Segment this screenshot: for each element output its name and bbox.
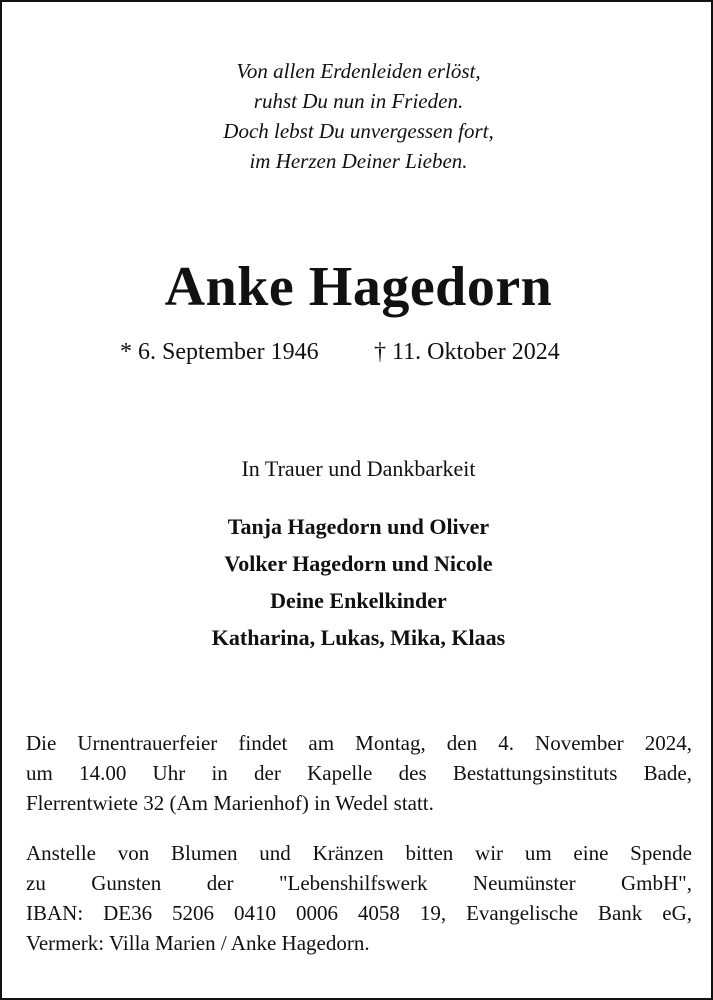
ceremony-notice xyxy=(26,728,692,818)
donation-line: IBAN: DE36 5206 0410 0006 4058 19, Evangelische Bank eG, xyxy=(26,901,692,925)
family-member: Deine Enkelkinder xyxy=(270,588,447,613)
ceremony-line: um 14.00 Uhr in der Kapelle des Bestattungsinstituts Bade, xyxy=(26,761,692,785)
death-date: † 11. Oktober 2024 xyxy=(374,339,560,365)
poem-line: Doch lebst Du unvergessen fort, xyxy=(223,119,494,143)
donation-notice xyxy=(26,838,692,958)
family-member: Katharina, Lukas, Mika, Klaas xyxy=(211,625,506,650)
deceased-name: Anke Hagedorn xyxy=(164,256,553,318)
poem-line: Von allen Erdenleiden erlöst, xyxy=(236,59,481,83)
family-member: Volker Hagedorn und Nicole xyxy=(224,551,493,576)
donation-line: Anstelle von Blumen und Kränzen bitten wir um eine Spende xyxy=(26,841,692,865)
ceremony-line: Flerrentwiete 32 (Am Marienhof) in Wedel statt. xyxy=(26,791,434,815)
poem-line: im Herzen Deiner Lieben. xyxy=(249,149,468,173)
ceremony-line: Die Urnentrauerfeier findet am Montag, den 4. November 2024, xyxy=(26,731,692,755)
donation-line: Vermerk: Villa Marien / Anke Hagedorn. xyxy=(26,931,370,955)
family-list xyxy=(2,508,713,656)
donation-line: zu Gunsten der "Lebenshilfswerk Neumünster GmbH", xyxy=(26,871,692,895)
mourning-intro: In Trauer und Dankbarkeit xyxy=(241,456,476,481)
birth-date: * 6. September 1946 xyxy=(120,339,319,365)
poem-line: ruhst Du nun in Frieden. xyxy=(253,89,464,113)
poem xyxy=(2,56,713,176)
family-member: Tanja Hagedorn und Oliver xyxy=(227,514,490,539)
